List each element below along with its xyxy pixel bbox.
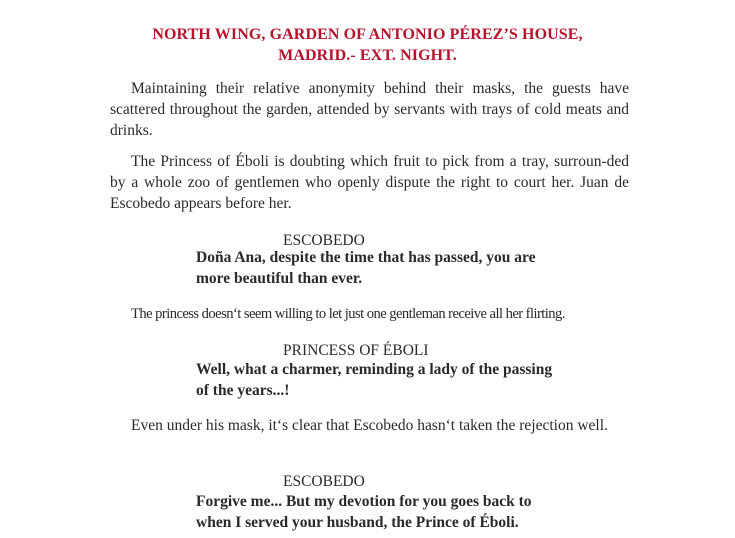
scene-heading-line-2: MADRID.- EXT. NIGHT. — [278, 47, 457, 64]
action-paragraph-2: The Princess of Éboli is doubting which fruit to pick from a tray, surroun-ded by a whole zoo of gentlemen who openly dispute the right to court her. Juan de Escobedo appears before her. — [110, 153, 629, 212]
character-name-princess: PRINCESS OF ÉBOLI — [283, 342, 429, 359]
dialogue-line: more beautiful than ever. — [196, 270, 363, 287]
scene-heading — [100, 24, 635, 66]
action-paragraph-3: The princess doesn‘t seem willing to let just one gentleman receive all her flirting. — [131, 306, 565, 322]
dialogue-line: when I served your husband, the Prince of Éboli. — [196, 514, 519, 531]
character-name-escobedo-1: ESCOBEDO — [283, 232, 365, 249]
dialogue-line: of the years...! — [196, 382, 290, 399]
character-name-escobedo-2: ESCOBEDO — [283, 473, 365, 490]
scene-heading-line-1: NORTH WING, GARDEN OF ANTONIO PÉREZ’S HOUSE, — [152, 26, 583, 43]
dialogue-block-2 — [196, 359, 636, 401]
dialogue-line: Forgive me... But my devotion for you goes back to — [196, 493, 532, 510]
dialogue-block-3 — [196, 491, 636, 533]
dialogue-block-1 — [196, 247, 636, 289]
action-paragraph-4: Even under his mask, it‘s clear that Escobedo hasn‘t taken the rejection well. — [131, 417, 608, 434]
action-paragraph-1: Maintaining their relative anonymity behind their masks, the guests have scattered throughout the garden, attended by servants with trays of cold meats and drinks. — [110, 80, 629, 139]
dialogue-line: Well, what a charmer, reminding a lady of the passing — [196, 361, 553, 378]
dialogue-line: Doña Ana, despite the time that has passed, you are — [196, 249, 536, 266]
